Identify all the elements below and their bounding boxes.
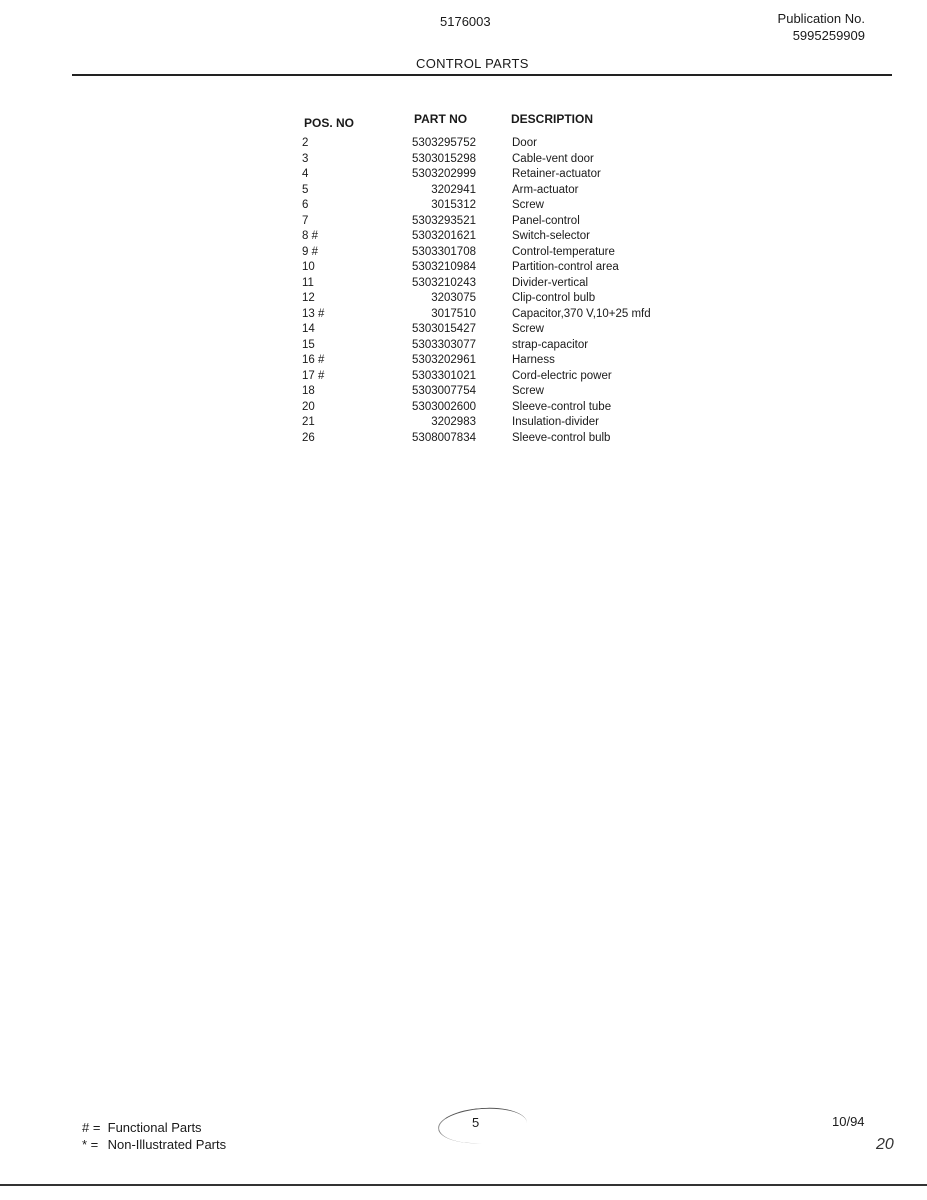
page-number: 5	[472, 1115, 480, 1130]
description-cell: Door	[512, 137, 537, 149]
part-number-cell: 5308007834	[412, 431, 476, 444]
part-number-cell: 5303293521	[412, 214, 476, 227]
table-row	[302, 167, 651, 183]
table-row	[302, 183, 651, 199]
part-number-cell: 3017510	[431, 307, 476, 320]
description-cell: Cable-vent door	[512, 152, 594, 165]
description-cell: Capacitor,370 V,10+25 mfd	[512, 307, 651, 320]
part-number-cell: 5303201621	[412, 230, 476, 242]
description-cell: Retainer-actuator	[512, 168, 601, 180]
pos-number-cell: 2	[302, 137, 309, 149]
part-number-cell: 5303002600	[412, 400, 476, 413]
pos-number-cell: 15	[302, 338, 315, 351]
table-row	[302, 198, 651, 214]
legend-symbol: * =	[82, 1137, 99, 1152]
description-cell: Screw	[512, 385, 544, 397]
description-cell: Screw	[512, 323, 544, 335]
pos-number-cell: 5	[302, 183, 309, 196]
legend-item-non-illustrated	[82, 1136, 226, 1153]
description-cell: Divider-vertical	[512, 276, 589, 289]
part-number-cell: 3202983	[431, 416, 476, 428]
table-row	[302, 400, 651, 416]
table-row	[302, 245, 651, 261]
part-number-cell: 5303301021	[412, 369, 476, 382]
pos-number-cell: 17 #	[302, 369, 325, 382]
pos-number-cell: 9 #	[302, 245, 318, 258]
description-cell: Sleeve-control bulb	[512, 431, 611, 444]
pos-number-cell: 26	[302, 431, 315, 444]
pos-number-cell: 7	[302, 214, 309, 227]
column-header-pos: POS. NO	[304, 116, 355, 130]
pos-number-cell: 8 #	[302, 230, 318, 242]
table-row	[302, 291, 651, 307]
part-number-cell: 5303301708	[412, 245, 476, 258]
part-number-cell: 5303303077	[412, 338, 476, 351]
model-number: 5176003	[440, 14, 491, 29]
footer-rule	[0, 1184, 927, 1186]
legend-symbol: # =	[82, 1120, 101, 1135]
description-cell: Harness	[512, 354, 555, 366]
part-number-cell: 3015312	[431, 199, 476, 211]
legend-text: Functional Parts	[107, 1120, 202, 1135]
legend-text: Non-Illustrated Parts	[107, 1137, 227, 1152]
table-row	[302, 136, 651, 152]
description-cell: Clip-control bulb	[512, 292, 596, 304]
handwritten-note: 20	[876, 1136, 894, 1153]
part-number-cell: 5303210984	[412, 261, 476, 273]
pos-number-cell: 14	[302, 323, 315, 335]
publication-label: Publication No.	[777, 11, 865, 26]
part-number-cell: 3203075	[431, 292, 476, 304]
table-row	[302, 229, 651, 245]
table-row	[302, 307, 651, 323]
description-cell: Switch-selector	[512, 230, 590, 242]
part-number-cell: 5303015298	[412, 152, 476, 165]
table-row	[302, 322, 651, 338]
pos-number-cell: 16 #	[302, 354, 325, 366]
table-row	[302, 369, 651, 385]
part-number-cell: 5303295752	[412, 137, 476, 149]
pos-number-cell: 18	[302, 385, 315, 397]
description-cell: strap-capacitor	[512, 338, 589, 351]
page-number-oval	[437, 1105, 528, 1146]
description-cell: Sleeve-control tube	[512, 400, 612, 413]
part-number-cell: 5303015427	[412, 323, 476, 335]
table-row	[302, 431, 651, 447]
pos-number-cell: 6	[302, 199, 309, 211]
legend	[82, 1119, 226, 1153]
description-cell: Screw	[512, 199, 544, 211]
table-row	[302, 415, 651, 431]
part-number-cell: 3202941	[431, 183, 476, 196]
column-header-description: DESCRIPTION	[511, 112, 594, 126]
description-cell: Partition-control area	[512, 261, 619, 273]
part-number-cell: 5303007754	[412, 385, 476, 397]
table-row	[302, 338, 651, 354]
pos-number-cell: 12	[302, 292, 315, 304]
publication-number: 5995259909	[792, 28, 865, 43]
pos-number-cell: 21	[302, 416, 315, 428]
pos-number-cell: 10	[302, 261, 315, 273]
column-header-part: PART NO	[414, 112, 468, 126]
header-rule	[72, 74, 892, 76]
part-number-cell: 5303210243	[412, 276, 476, 289]
pos-number-cell: 4	[302, 168, 309, 180]
publication-block	[778, 10, 865, 44]
description-cell: Panel-control	[512, 214, 580, 227]
table-row	[302, 353, 651, 369]
pos-number-cell: 3	[302, 152, 309, 165]
description-cell: Arm-actuator	[512, 183, 579, 196]
pos-number-cell: 13 #	[302, 307, 325, 320]
description-cell: Cord-electric power	[512, 369, 612, 382]
table-row	[302, 214, 651, 230]
legend-item-functional	[82, 1119, 226, 1136]
revision-date: 10/94	[832, 1114, 865, 1129]
table-row	[302, 276, 651, 292]
parts-table-body	[302, 136, 651, 446]
table-row	[302, 260, 651, 276]
parts-table	[302, 136, 651, 446]
description-cell: Insulation-divider	[512, 416, 599, 428]
table-row	[302, 384, 651, 400]
section-title: CONTROL PARTS	[416, 56, 529, 71]
table-row	[302, 152, 651, 168]
part-number-cell: 5303202999	[412, 168, 476, 180]
description-cell: Control-temperature	[512, 245, 615, 258]
pos-number-cell: 11	[302, 276, 314, 289]
part-number-cell: 5303202961	[412, 354, 476, 366]
pos-number-cell: 20	[302, 400, 315, 413]
